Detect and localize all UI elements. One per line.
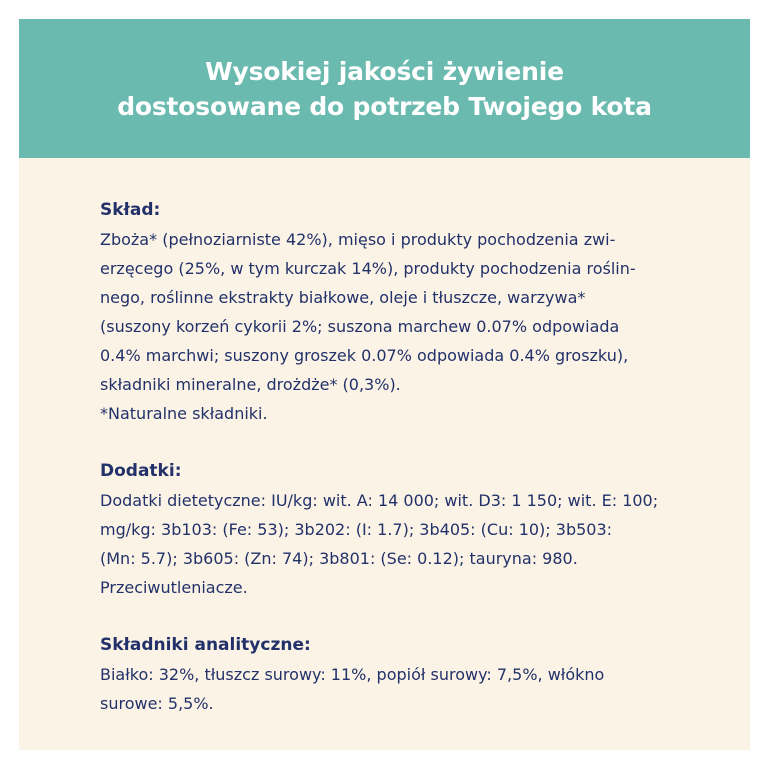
additives-line: (Mn: 5.7); 3b605: (Zn: 74); 3b801: (Se: 0.12); tauryna: 980. [100, 549, 578, 568]
composition-line: 0.4% marchwi; suszony groszek 0.07% odpowiada 0.4% groszku), [100, 346, 629, 365]
composition-line: składniki mineralne, drożdże* (0,3%). [100, 375, 401, 394]
section-composition [100, 196, 720, 428]
composition-line: erzęcego (25%, w tym kurczak 14%), produkty pochodzenia roślin- [100, 259, 636, 278]
banner-title-line-1: Wysokiej jakości żywienie [205, 56, 564, 86]
section-heading-additives: Dodatki: [100, 461, 182, 481]
composition-line: (suszony korzeń cykorii 2%; suszona marchew 0.07% odpowiada [100, 317, 620, 336]
additives-line: mg/kg: 3b103: (Fe: 53); 3b202: (I: 1.7); 3b405: (Cu: 10); 3b503: [100, 520, 613, 539]
product-info-card [19, 19, 750, 750]
content-area [100, 196, 720, 747]
composition-line: nego, roślinne ekstrakty białkowe, oleje i tłuszcze, warzywa* [100, 288, 586, 307]
additives-line: Przeciwutleniacze. [100, 578, 248, 597]
header-banner [19, 19, 750, 158]
additives-line: Dodatki dietetyczne: IU/kg: wit. A: 14 000; wit. D3: 1 150; wit. E: 100; [100, 491, 659, 510]
analytical-line: surowe: 5,5%. [100, 694, 214, 713]
banner-title [117, 54, 652, 124]
composition-footnote: *Naturalne składniki. [100, 404, 268, 423]
section-additives [100, 457, 720, 602]
banner-title-line-2: dostosowane do potrzeb Twojego kota [117, 91, 652, 121]
section-heading-analytical: Składniki analityczne: [100, 635, 311, 655]
composition-line: Zboża* (pełnoziarniste 42%), mięso i produkty pochodzenia zwi- [100, 230, 616, 249]
analytical-line: Białko: 32%, tłuszcz surowy: 11%, popiół surowy: 7,5%, włókno [100, 665, 605, 684]
section-analytical [100, 631, 720, 718]
section-heading-composition: Skład: [100, 200, 161, 220]
